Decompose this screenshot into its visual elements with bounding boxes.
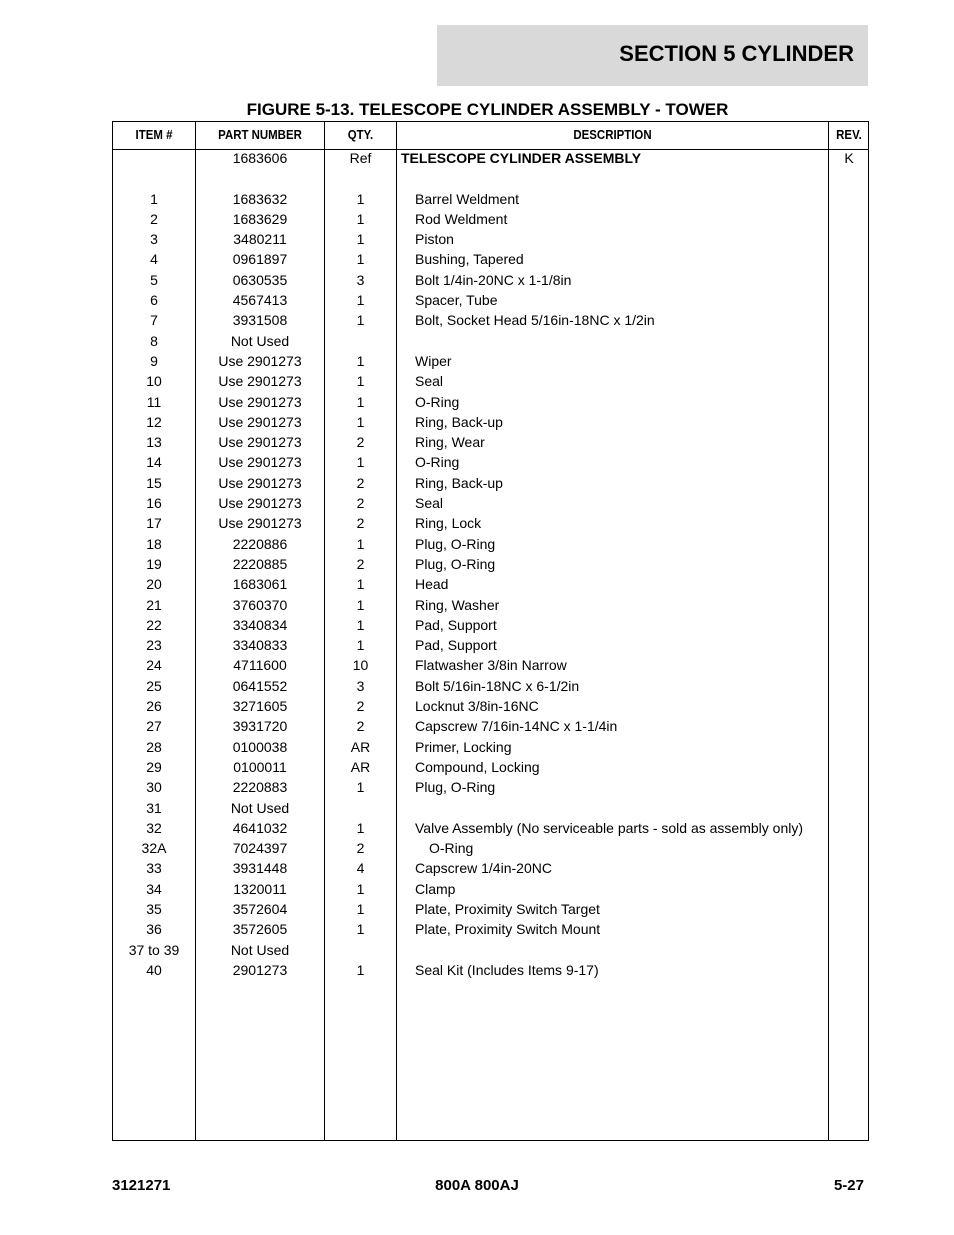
item-cell: 7 (150, 312, 158, 329)
item-cell: 37 to 39 (128, 941, 180, 958)
table-row (113, 962, 868, 982)
table-row (113, 272, 868, 292)
item-cell: 8 (150, 332, 158, 349)
part-number-cell: Use 2901273 (218, 495, 302, 512)
table-row (113, 597, 868, 617)
description-cell: Pad, Support (415, 637, 497, 654)
qty-cell: 1 (356, 393, 365, 410)
item-cell: 13 (146, 434, 162, 451)
item-cell: 30 (146, 779, 162, 796)
table-row (113, 617, 868, 637)
table-row (113, 434, 868, 454)
footer-doc-number: 3121271 (112, 1177, 171, 1194)
description-cell: Bolt 5/16in-18NC x 6-1/2in (415, 677, 580, 694)
qty-cell: AR (350, 758, 371, 775)
table-row (113, 231, 868, 251)
part-number-cell: 3931720 (232, 718, 288, 735)
table-row (113, 860, 868, 880)
description-cell: Rod Weldment (415, 210, 508, 227)
table-row (113, 353, 868, 373)
rev-cell: K (844, 150, 854, 166)
table-row (113, 191, 868, 211)
table-row (113, 556, 868, 576)
part-number-cell: 3340834 (232, 616, 288, 633)
description-cell: Ring, Washer (415, 596, 500, 613)
part-number-cell: 3931508 (232, 312, 288, 329)
description-cell: Ring, Wear (415, 434, 485, 451)
qty-cell: 1 (356, 779, 365, 796)
description-cell: Seal (415, 495, 444, 512)
qty-cell: 2 (356, 474, 365, 491)
part-number-cell: 3480211 (233, 231, 287, 248)
table-row (113, 942, 868, 962)
item-cell: 22 (146, 616, 162, 633)
description-cell: Spacer, Tube (415, 292, 498, 309)
description-cell: O-Ring (415, 393, 460, 410)
table-row (113, 718, 868, 738)
table-row (113, 515, 868, 535)
part-number-cell: 1683629 (232, 210, 288, 227)
part-number-cell: 3340833 (232, 637, 288, 654)
table-row (113, 759, 868, 779)
part-number-cell: 4641032 (232, 819, 288, 836)
part-number-cell: 0100038 (232, 738, 288, 755)
header-item: ITEM # (135, 127, 173, 142)
qty-cell: 2 (356, 495, 365, 512)
table-row (113, 637, 868, 657)
part-number-cell: Not Used (230, 799, 290, 816)
footer-model: 800A 800AJ (435, 1177, 519, 1194)
qty-cell: 1 (356, 210, 365, 227)
header-rev: REV. (836, 127, 862, 142)
description-cell: Wiper (415, 352, 452, 369)
header-description: DESCRIPTION (573, 127, 652, 142)
description-cell: Clamp (415, 880, 456, 897)
item-cell: 11 (146, 393, 162, 410)
qty-cell: 1 (356, 616, 365, 633)
description-cell: Locknut 3/8in-16NC (415, 698, 539, 715)
item-cell: 32 (146, 819, 162, 836)
item-cell: 35 (146, 900, 162, 917)
qty-cell: 3 (356, 271, 365, 288)
item-cell: 16 (146, 495, 162, 512)
qty-cell: AR (350, 738, 371, 755)
item-cell: 14 (146, 454, 162, 471)
description-cell: Bushing, Tapered (415, 251, 524, 268)
item-cell: 34 (146, 880, 162, 897)
qty-cell: 10 (352, 657, 369, 674)
qty-cell: 1 (356, 413, 365, 430)
qty-cell: 1 (356, 596, 365, 613)
part-number-cell: Use 2901273 (218, 515, 302, 532)
qty-cell: 2 (356, 718, 365, 735)
table-row (113, 820, 868, 840)
item-cell: 9 (150, 352, 158, 369)
part-number-cell: 7024397 (232, 840, 288, 857)
part-number-cell: 0100011 (233, 758, 287, 775)
part-number-cell: 0641552 (232, 677, 288, 694)
qty-cell: 1 (356, 352, 365, 369)
part-number-cell: 0961897 (232, 251, 288, 268)
item-cell: 20 (146, 576, 162, 593)
description-cell: Compound, Locking (415, 758, 540, 775)
table-row (113, 536, 868, 556)
item-cell: 25 (146, 677, 162, 694)
item-cell: 17 (146, 515, 162, 532)
part-number-cell: 3271605 (232, 698, 288, 715)
item-cell: 27 (146, 718, 162, 735)
description-cell: Head (415, 576, 449, 593)
table-row (113, 333, 868, 353)
description-cell: TELESCOPE CYLINDER ASSEMBLY (401, 150, 642, 166)
part-number-cell: 1320011 (233, 880, 287, 897)
table-row (113, 373, 868, 393)
table-row (113, 170, 868, 190)
item-cell: 5 (150, 271, 158, 288)
qty-cell: 4 (356, 860, 365, 877)
part-number-cell: 1683606 (232, 150, 288, 166)
table-row (113, 881, 868, 901)
item-cell: 4 (150, 251, 158, 268)
table-row (113, 292, 868, 312)
description-cell: Capscrew 1/4in-20NC (415, 860, 552, 877)
part-number-cell: Use 2901273 (218, 454, 302, 471)
part-number-cell: 0630535 (232, 271, 288, 288)
item-cell: 6 (150, 292, 158, 309)
part-number-cell: 2901273 (232, 961, 288, 978)
table-row (113, 312, 868, 332)
item-cell: 33 (146, 860, 162, 877)
qty-cell: 1 (356, 454, 365, 471)
table-row (113, 454, 868, 474)
item-cell: 29 (146, 758, 162, 775)
part-number-cell: 1683061 (232, 576, 288, 593)
table-row (113, 394, 868, 414)
part-number-cell: 4567413 (232, 292, 288, 309)
item-cell: 23 (146, 637, 162, 654)
qty-cell: 1 (356, 535, 365, 552)
description-cell: Ring, Back-up (415, 474, 503, 491)
qty-cell: 1 (356, 880, 365, 897)
qty-cell: 1 (356, 292, 365, 309)
section-title: SECTION 5 CYLINDER (619, 41, 854, 66)
item-cell: 36 (146, 921, 162, 938)
table-row (113, 840, 868, 860)
item-cell: 2 (150, 210, 158, 227)
part-number-cell: Use 2901273 (218, 474, 302, 491)
part-number-cell: Not Used (230, 332, 290, 349)
part-number-cell: Use 2901273 (218, 413, 302, 430)
qty-cell: 2 (356, 555, 365, 572)
qty-cell: 1 (356, 819, 365, 836)
qty-cell: 1 (356, 900, 365, 917)
part-number-cell: 4711600 (233, 657, 287, 674)
qty-cell: 1 (356, 637, 365, 654)
description-cell: Seal Kit (Includes Items 9-17) (415, 961, 599, 978)
item-cell: 1 (150, 190, 158, 207)
header-qty: QTY. (347, 127, 374, 142)
qty-cell: 3 (356, 677, 365, 694)
part-number-cell: 1683632 (232, 190, 288, 207)
header-part-number: PART NUMBER (218, 127, 302, 142)
description-cell: Barrel Weldment (415, 190, 520, 207)
table-row (113, 414, 868, 434)
table-row (113, 150, 868, 170)
part-number-cell: 3931448 (232, 860, 288, 877)
table-body (113, 150, 868, 982)
description-cell: Capscrew 7/16in-14NC x 1-1/4in (415, 718, 618, 735)
table-row (113, 475, 868, 495)
table-row (113, 739, 868, 759)
table-row (113, 698, 868, 718)
table-row (113, 211, 868, 231)
description-cell: Plug, O-Ring (415, 535, 496, 552)
qty-cell: 1 (356, 251, 365, 268)
table-row (113, 678, 868, 698)
table-row (113, 657, 868, 677)
part-number-cell: 3572605 (232, 921, 288, 938)
figure-title: FIGURE 5-13. TELESCOPE CYLINDER ASSEMBLY - TOWER (246, 100, 729, 119)
item-cell: 21 (146, 596, 162, 613)
item-cell: 31 (146, 799, 162, 816)
qty-cell: 1 (356, 231, 365, 248)
description-cell: Valve Assembly (No serviceable parts - sold as assembly only) (415, 819, 804, 836)
description-cell: Bolt 1/4in-20NC x 1-1/8in (415, 271, 572, 288)
item-cell: 32A (141, 840, 167, 857)
table-row (113, 495, 868, 515)
description-cell: Ring, Back-up (415, 413, 503, 430)
part-number-cell: 2220885 (232, 555, 288, 572)
description-cell: Piston (415, 231, 454, 248)
part-number-cell: Use 2901273 (218, 393, 302, 410)
item-cell: 10 (146, 373, 162, 390)
table-row (113, 576, 868, 596)
item-cell: 18 (146, 535, 162, 552)
qty-cell: 2 (356, 515, 365, 532)
item-cell: 19 (146, 555, 162, 572)
item-cell: 40 (146, 961, 162, 978)
table-row (113, 800, 868, 820)
item-cell: 24 (146, 657, 162, 674)
table-row (113, 921, 868, 941)
description-cell: Plate, Proximity Switch Target (415, 900, 600, 917)
part-number-cell: Use 2901273 (218, 434, 302, 451)
item-cell: 26 (146, 698, 162, 715)
description-cell: Seal (415, 373, 444, 390)
qty-cell: 1 (356, 576, 365, 593)
qty-cell: 1 (356, 961, 365, 978)
footer-page-number: 5-27 (833, 1177, 864, 1194)
qty-cell: 1 (356, 312, 365, 329)
qty-cell: 2 (356, 840, 365, 857)
description-cell: Flatwasher 3/8in Narrow (415, 657, 567, 674)
part-number-cell: Use 2901273 (218, 373, 302, 390)
part-number-cell: 2220886 (232, 535, 288, 552)
item-cell: 15 (146, 474, 162, 491)
description-cell: Plate, Proximity Switch Mount (415, 921, 601, 938)
description-cell: Pad, Support (415, 616, 497, 633)
part-number-cell: Not Used (230, 941, 290, 958)
qty-cell: 2 (356, 434, 365, 451)
qty-cell: 1 (356, 190, 365, 207)
table-row (113, 901, 868, 921)
part-number-cell: Use 2901273 (218, 352, 302, 369)
description-cell: O-Ring (415, 454, 460, 471)
description-cell: Primer, Locking (415, 738, 512, 755)
item-cell: 28 (146, 738, 162, 755)
item-cell: 12 (146, 413, 162, 430)
parts-table (112, 121, 869, 1141)
qty-cell: 1 (356, 373, 365, 390)
table-row (113, 251, 868, 271)
description-cell: Ring, Lock (415, 515, 482, 532)
qty-cell: 1 (356, 921, 365, 938)
description-cell: Plug, O-Ring (415, 779, 496, 796)
item-cell: 3 (150, 231, 158, 248)
description-cell: Bolt, Socket Head 5/16in-18NC x 1/2in (415, 312, 655, 329)
table-row (113, 779, 868, 799)
part-number-cell: 3572604 (232, 900, 288, 917)
qty-cell: Ref (349, 150, 372, 166)
qty-cell: 2 (356, 698, 365, 715)
part-number-cell: 2220883 (232, 779, 288, 796)
part-number-cell: 3760370 (232, 596, 288, 613)
description-cell: O-Ring (429, 840, 474, 857)
description-cell: Plug, O-Ring (415, 555, 496, 572)
section-banner (437, 25, 868, 86)
